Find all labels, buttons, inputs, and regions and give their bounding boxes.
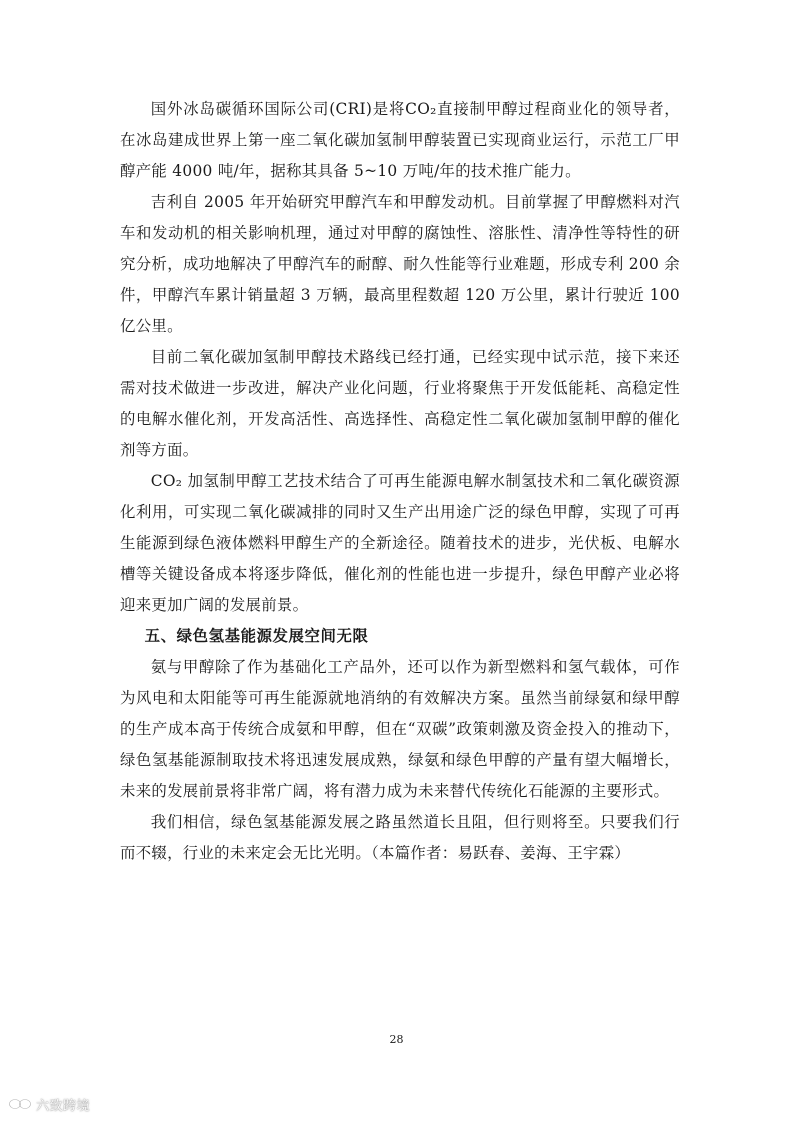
paragraph-conclusion: 我们相信，绿色氢基能源发展之路虽然道长且阻，但行则将至。只要我们行而不辍，行业的未来定会无比光明。（本篇作者：易跃春、姜海、王宇霖） xyxy=(120,813,680,862)
watermark xyxy=(8,1093,90,1115)
paragraph-cri: 国外冰岛碳循环国际公司(CRI)是将CO₂直接制甲醇过程商业化的领导者，在冰岛建成世界上第一座二氧化碳加氢制甲醇装置已实现商业运行，示范工厂甲醇产能 4000 吨/年，据称其具备 5~10 万吨/年的技术推广能力。 xyxy=(120,100,680,180)
document-body xyxy=(120,94,680,869)
paragraph-co2-process: CO₂ 加氢制甲醇工艺技术结合了可再生能源电解水制氢技术和二氧化碳资源化利用，可实现二氧化碳减排的同时又生产出用途广泛的绿色甲醇，实现了可再生能源到绿色液体燃料甲醇生产的全新途径。随着技术的进步，光伏板、电解水槽等关键设备成本将逐步降低，催化剂的性能也进一步提升，绿色甲醇产业必将迎来更加广阔的发展前景。 xyxy=(120,472,680,614)
paragraph-ammonia-methanol: 氨与甲醇除了作为基础化工产品外，还可以作为新型燃料和氢气载体，可作为风电和太阳能等可再生能源就地消纳的有效解决方案。虽然当前绿氨和绿甲醇的生产成本高于传统合成氨和甲醇，但在“双碳”政策刺激及资金投入的推动下，绿色氢基能源制取技术将迅速发展成熟，绿氨和绿色甲醇的产量有望大幅增长，未来的发展前景将非常广阔，将有潜力成为未来替代传统化石能源的主要形式。 xyxy=(120,658,680,800)
link-logo-icon xyxy=(8,1097,32,1111)
section-heading: 五、绿色氢基能源发展空间无限 xyxy=(144,627,369,645)
paragraph-geely: 吉利自 2005 年开始研究甲醇汽车和甲醇发动机。目前掌握了甲醇燃料对汽车和发动机的相关影响机理，通过对甲醇的腐蚀性、溶胀性、清净性等特性的研究分析，成功地解决了甲醇汽车的耐醇、耐久性能等行业难题，形成专利 200 余件，甲醇汽车累计销量超 3 万辆，最高里程数超 120 万公里，累计行驶近 100 亿公里。 xyxy=(120,193,680,335)
watermark-text: 六致跨境 xyxy=(36,1098,91,1114)
page-number: 28 xyxy=(389,1033,404,1046)
paragraph-technology-route: 目前二氧化碳加氢制甲醇技术路线已经打通，已经实现中试示范，接下来还需对技术做进一步改进，解决产业化问题，行业将聚焦于开发低能耗、高稳定性的电解水催化剂，开发高活性、高选择性、高稳定性二氧化碳加氢制甲醇的催化剂等方面。 xyxy=(120,348,680,459)
